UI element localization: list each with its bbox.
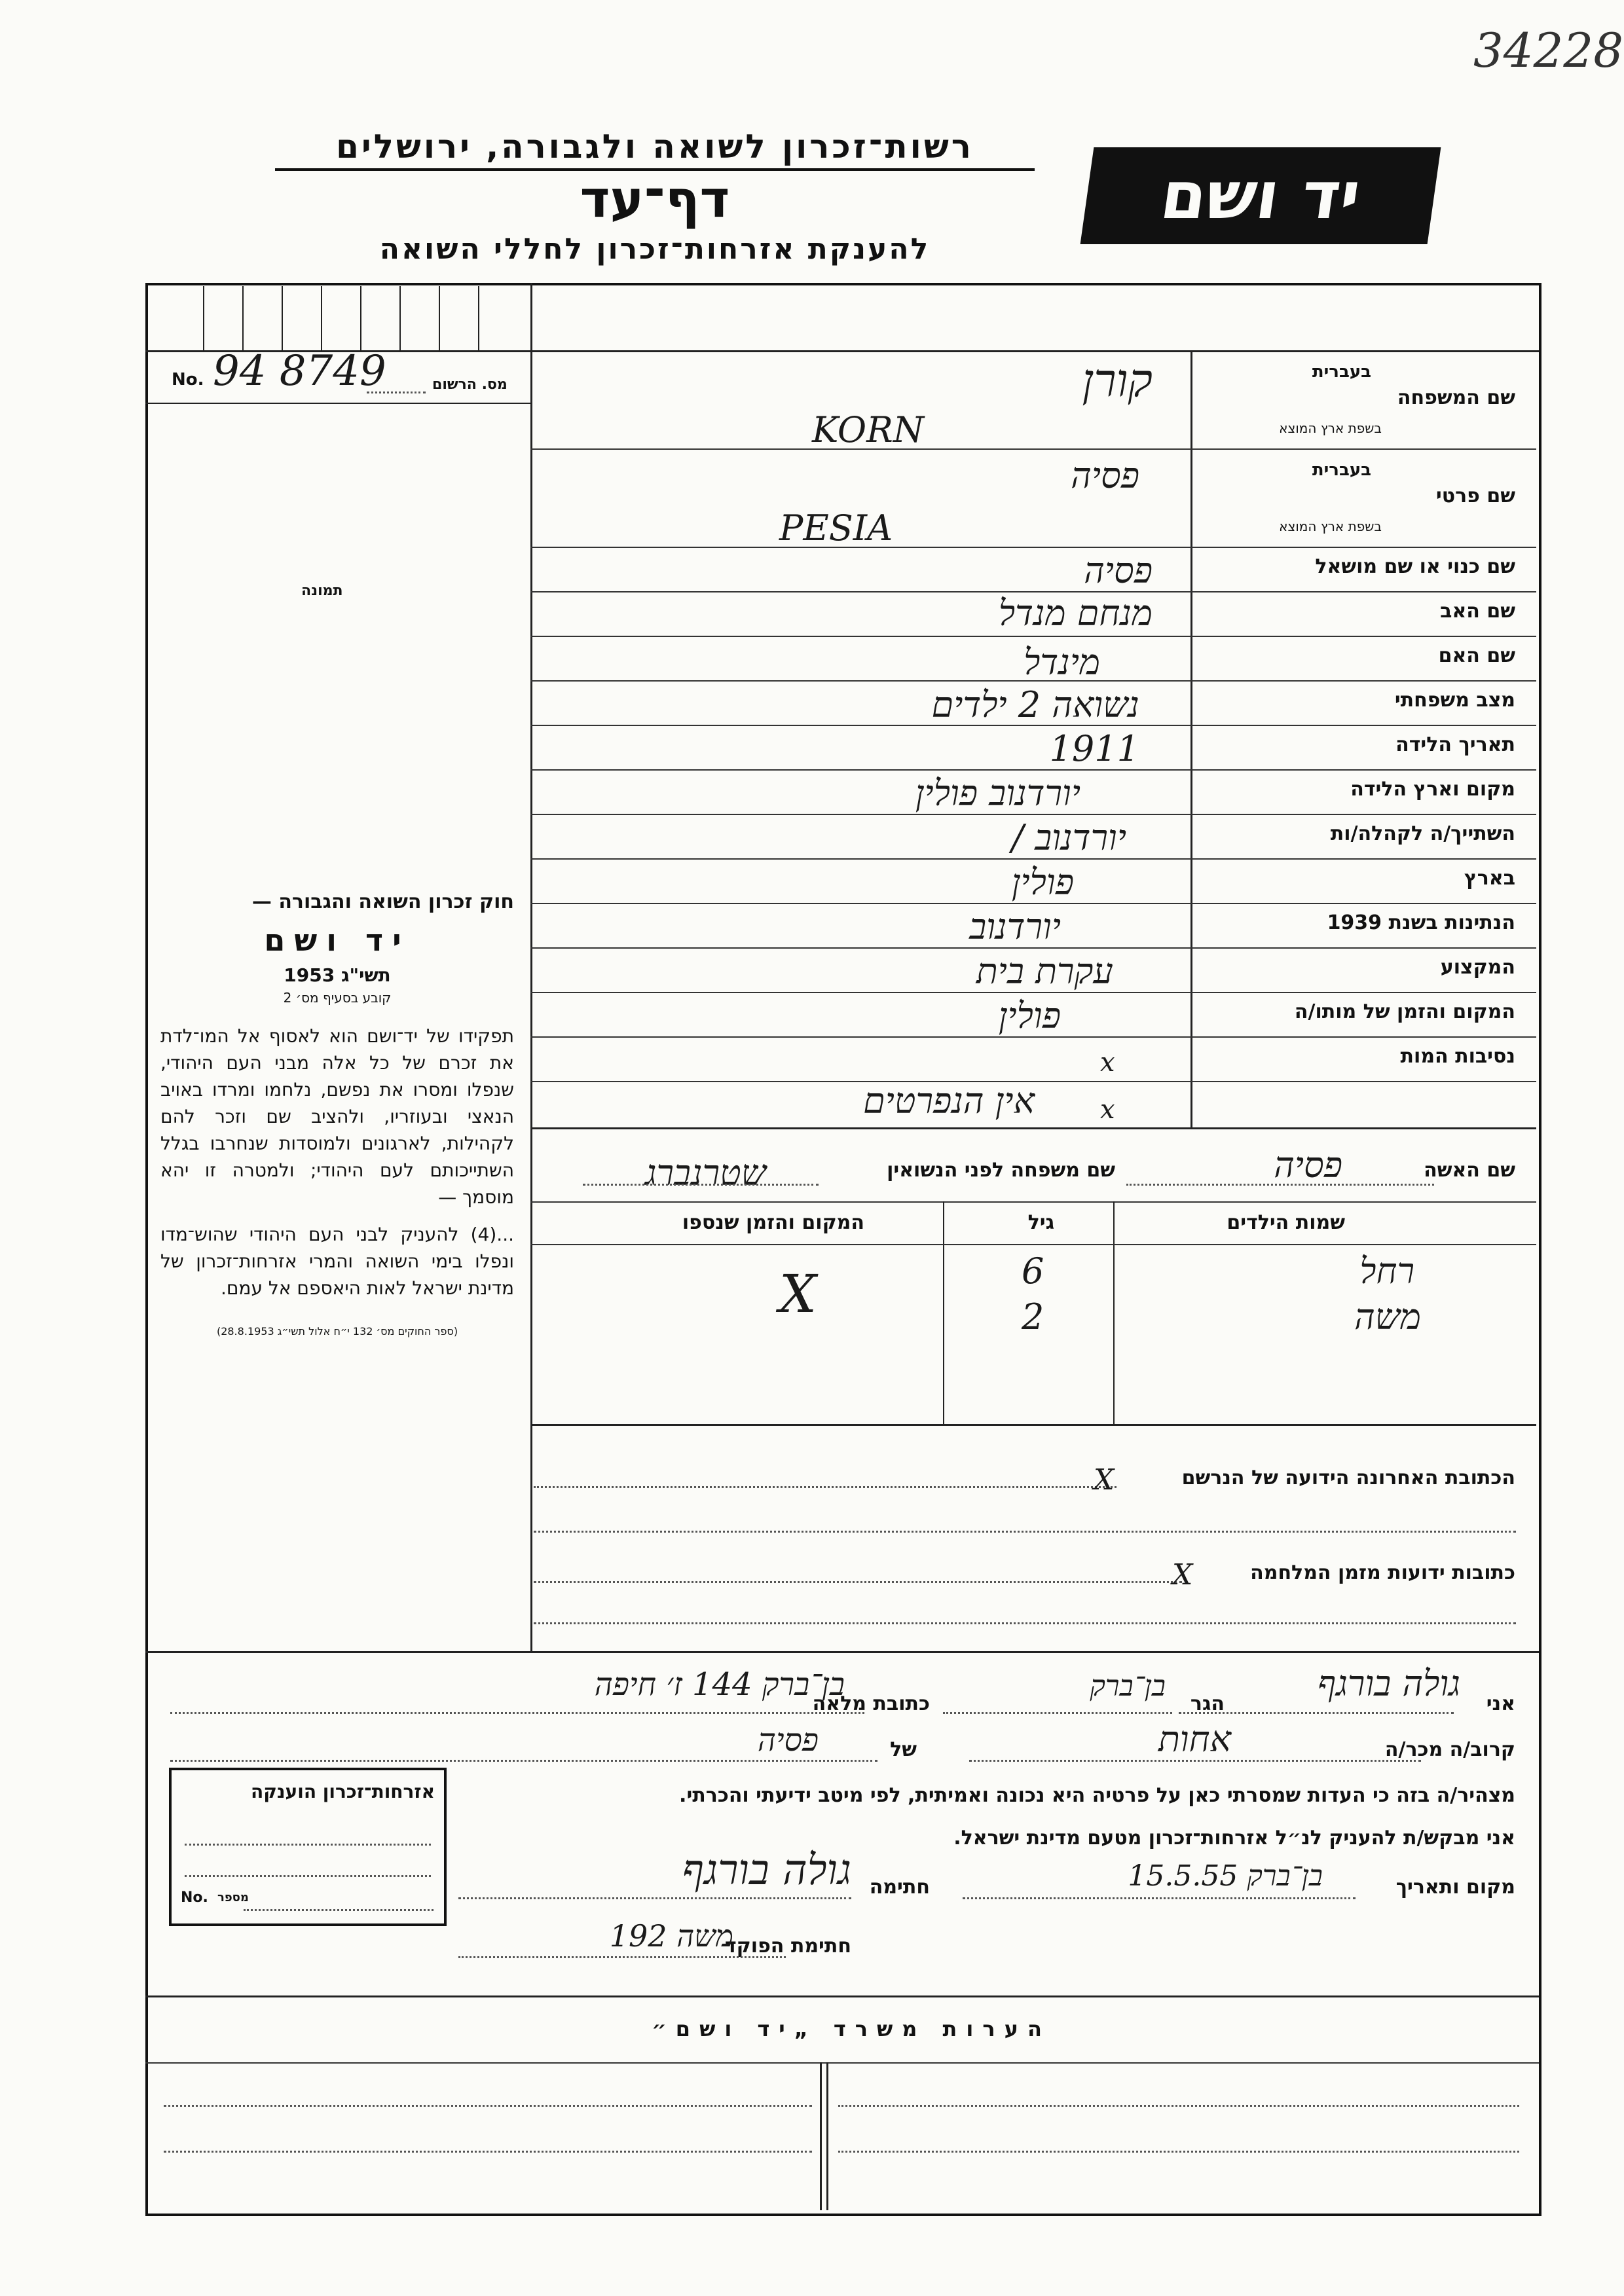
field-value-local[interactable]: PESIA [779, 507, 893, 549]
field-value-country[interactable]: פולין [1011, 862, 1074, 903]
law-year: תשי"ג 1953 [284, 964, 391, 986]
children-header-place: המקום והזמן שנספו [682, 1211, 864, 1234]
child-age[interactable]: 2 [1022, 1296, 1044, 1338]
registration-label: מס. הרשום [432, 376, 507, 393]
field-sub-hebrew: בעברית [1312, 460, 1371, 480]
child-age[interactable]: 6 [1022, 1250, 1044, 1292]
header-authority: רשות־זכרון לשואה ולגבורה, ירושלים [275, 128, 1035, 171]
field-value-hebrew[interactable]: קורן [1082, 354, 1153, 407]
child-name[interactable]: רחל [1359, 1250, 1414, 1292]
field-sub-local: בשפת ארץ המוצא [1279, 420, 1382, 436]
stamp-number: 34228 [1473, 23, 1624, 78]
request-text: אני מבקש/ת להעניק לנ״ל אזרחות־זכרון מטעם מדינת ישראל. [953, 1827, 1515, 1850]
address-war-label: כתובות ידועות מזמן המלחמה [1250, 1561, 1515, 1584]
field-label: שם פרטי [1435, 484, 1515, 507]
address-last-label: הכתובת האחרונה הידועה של הנרשם [1181, 1467, 1515, 1489]
field-label-mother: שם האם [1438, 644, 1515, 667]
field-label-community: השתייך/ה לקהלה/ות [1330, 822, 1515, 845]
field-label-profession: המקצוע [1440, 956, 1515, 979]
field-label-country: בארץ [1464, 867, 1515, 890]
field-value-death-place[interactable]: פולין [998, 995, 1061, 1036]
header-subtitle: להענקת אזרחות־זכרון לחללי השואה [379, 232, 931, 266]
law-clause: קובע בסעיף מס׳ 2 [283, 990, 392, 1006]
yad-vashem-logo [1080, 147, 1441, 244]
declarant-address-value[interactable]: בן־ברק 144 ז׳ חיפה [594, 1666, 845, 1703]
field-value-birthplace[interactable]: יורדנוב פולין [915, 773, 1080, 814]
declarant-address-label: כתובת מלאה [812, 1692, 930, 1715]
field-value-community[interactable]: יורדנוב / [1011, 817, 1126, 858]
law-title: חוק זכרון השואה והגבורה — [251, 890, 514, 913]
citizenship-box-number-label: מספר [217, 1891, 249, 1904]
citizenship-box-no-label: No. [181, 1889, 208, 1906]
spouse-wife-label: שם האשה [1424, 1159, 1515, 1182]
children-header-names: שמות הילדים [1227, 1211, 1345, 1234]
registration-number: 94 8749 [213, 347, 386, 395]
field-label-birthplace: מקום וארץ הלידה [1350, 778, 1515, 801]
field-label-death-circumstances: נסיבות המות [1400, 1045, 1515, 1068]
address-last-value[interactable]: X [1094, 1463, 1115, 1497]
field-label: שם המשפחה [1397, 386, 1515, 409]
children-header-age: גיל [1027, 1211, 1054, 1234]
field-mark-death-place: x [1100, 1048, 1115, 1078]
official-signature-value[interactable]: משה 192 [609, 1918, 733, 1954]
field-sub-hebrew: בעברית [1312, 362, 1371, 382]
law-source: (ספר החוקים מס׳ 132 י״ח אלול תשי״ג 28.8.1953) [216, 1325, 458, 1338]
field-label-birthdate: תאריך הלידה [1395, 733, 1515, 756]
law-text-1: תפקידו של יד־ושם הוא לאסוף אל המו־לדת את זכרם של כל אלה מבני העם היהודי, שנפלו ומסרו את נפשם, נלחמו ומרדו באויב הנאצי ובעוזריו, ולהציב שם וזכר להם לקהילות, לארגונים ולמוסדות שנחרבו בגלל השתייכותם לעם היהודי; ולמטרה זו יהא מוסמך — [160, 1025, 514, 1208]
field-value-local[interactable]: KORN [812, 409, 925, 450]
declaration-text: מצהיר/ה בזה כי העדות שמסרתי כאן על פרטיה היא נכונה ואמיתית, לפי מיטב ידיעתי והכרתי. [679, 1784, 1515, 1807]
citizenship-box [169, 1768, 447, 1926]
law-block [160, 890, 514, 1338]
declarant-of-value[interactable]: פסיה [757, 1722, 819, 1758]
field-value-citizenship-1939[interactable]: יורדנוב [969, 906, 1061, 947]
photo-label: תמונה [301, 583, 343, 599]
child-place[interactable]: X [779, 1264, 817, 1324]
field-label-citizenship-1939: הנתינות בשנת 1939 [1327, 911, 1515, 934]
field-value-hebrew[interactable]: פסיה [1071, 455, 1139, 496]
official-signature-label: חתימת הפוקד [725, 1935, 851, 1958]
citizenship-box-title: אזרחות־זכרון הוענקה [251, 1781, 435, 1802]
office-title: הערות משרד „יד ושם״ [652, 2016, 1051, 2041]
field-value-father[interactable]: מנחם מנדל [998, 592, 1153, 634]
law-text-2: ...(4) להעניק לבני העם היהודי שהוש־מדו ונפלו בימי השואה והמרי אזרחות־זכרון של מדינת ישראל לאות היאספם אל עמם. [160, 1224, 514, 1299]
field-label-marital: מצב משפחתי [1394, 689, 1515, 712]
field-value-marital[interactable]: נשואה 2 ילדים [931, 684, 1139, 725]
signature-value[interactable]: גולה בורגף [682, 1846, 851, 1895]
spouse-wife-value[interactable]: פסיה [1274, 1144, 1342, 1186]
declarant-relative-label: קרוב/ה מכר/ה [1384, 1738, 1515, 1761]
page-title: דף־עד [580, 170, 730, 229]
spouse-maiden-label: שם משפחה לפני הנשואין [887, 1159, 1115, 1182]
spouse-maiden-value[interactable]: שטרנברג [644, 1152, 766, 1194]
declarant-of-label: של [890, 1738, 917, 1761]
registration-boxes [164, 286, 530, 350]
address-war-value[interactable]: X [1172, 1558, 1193, 1592]
law-name: יד ושם [264, 922, 411, 958]
place-date-label: מקום ותאריך [1395, 1876, 1515, 1899]
logo-text: יד ושם [1156, 157, 1365, 234]
declarant-resident-label: הגר [1190, 1692, 1225, 1715]
field-mark-death-circumstances: x [1100, 1095, 1115, 1125]
field-value-profession[interactable]: עקרת בית [976, 951, 1113, 992]
declarant-resident-value[interactable]: בן־ברק [1090, 1669, 1166, 1703]
field-sub-local: בשפת ארץ המוצא [1279, 519, 1382, 534]
declarant-name[interactable]: גולה בורגף [1318, 1663, 1460, 1704]
field-value-nickname[interactable]: פסיה [1084, 550, 1153, 591]
field-label-nickname: שם כנוי או שם מושאל [1315, 555, 1515, 578]
declarant-relative-value[interactable]: אחות [1158, 1719, 1231, 1760]
field-value-birthdate[interactable]: 1911 [1049, 728, 1139, 769]
field-label-death-place: המקום והזמן של מותו/ה [1294, 1000, 1515, 1023]
signature-label: חתימה [869, 1876, 930, 1899]
field-value-mother[interactable]: מינדל [1024, 642, 1100, 683]
place-date-value[interactable]: בן־ברק 15.5.55 [1128, 1859, 1323, 1893]
declarant-i-label: אני [1486, 1692, 1515, 1715]
child-name[interactable]: משה [1354, 1296, 1421, 1338]
registration-no-label: No. [172, 370, 204, 390]
field-label-father: שם האב [1440, 600, 1515, 623]
field-value-death-circumstances[interactable]: אין הנפרטים [863, 1080, 1035, 1121]
